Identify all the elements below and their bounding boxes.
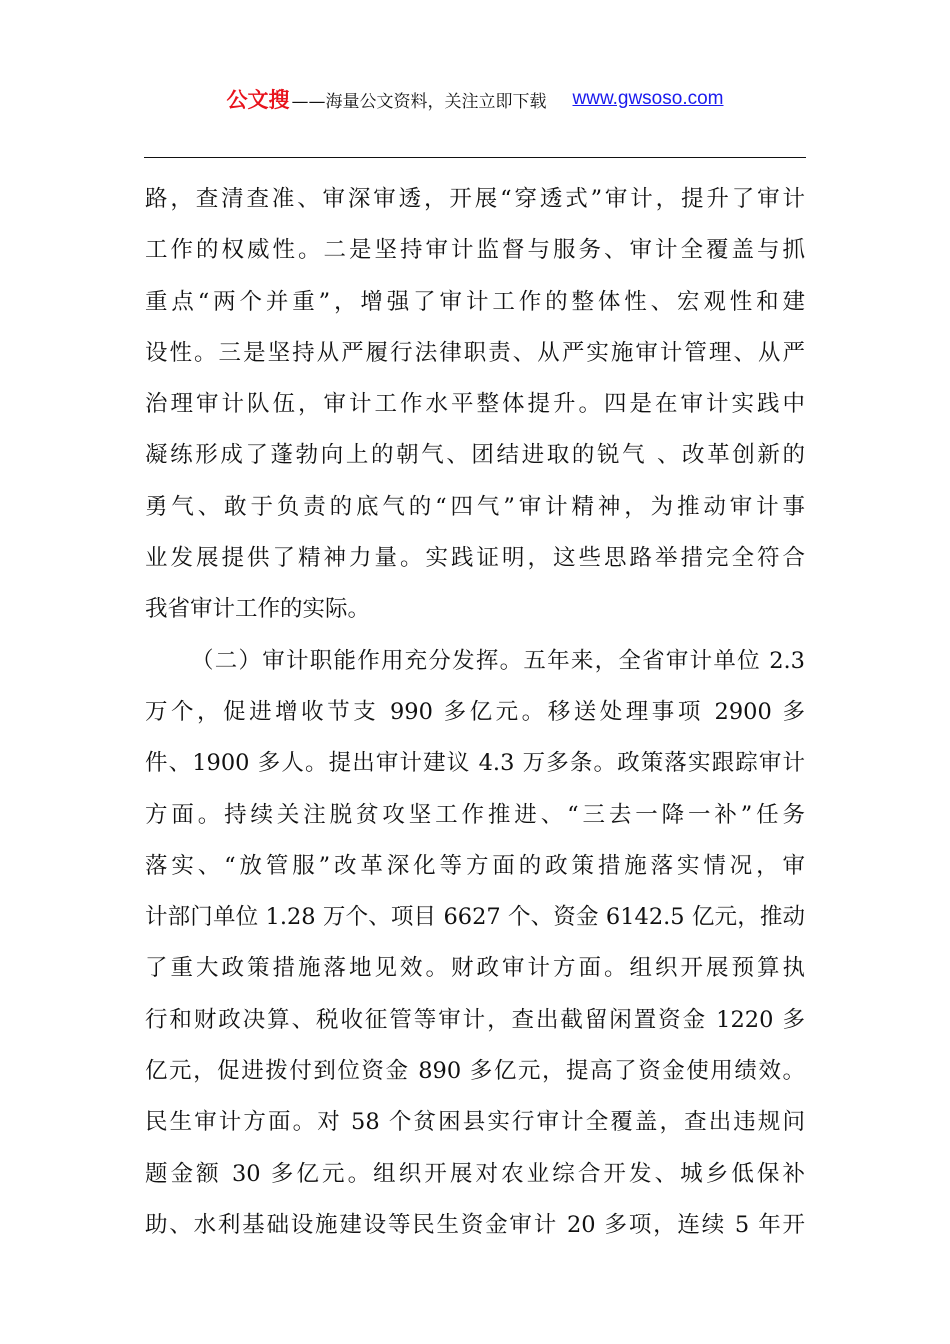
header-divider [144,157,806,158]
text-line: 亿元，促进拨付到位资金 890 多亿元，提高了资金使用绩效。 [145,1058,805,1085]
text-line: 计部门单位 1.28 万个、项目 6627 个、资金 6142.5 亿元，推动 [145,904,805,931]
text-line: 凝练形成了蓬勃向上的朝气、团结进取的锐气 、改革创新的 [145,442,805,469]
page-header [0,84,950,114]
text-line: 助、水利基础设施建设等民生资金审计 20 多项，连续 5 年开 [145,1211,805,1238]
text-line: 了重大政策措施落地见效。财政审计方面。组织开展预算执 [145,955,805,982]
text-line: 业发展提供了精神力量。实践证明，这些思路举措完全符合 [145,545,805,572]
text-line: 行和财政决算、税收征管等审计，查出截留闲置资金 1220 多 [145,1006,805,1033]
website-link[interactable]: www.gwsoso.com [572,88,724,109]
brand-logo-text: 公文搜 [226,88,290,112]
text-line: 治理审计队伍，审计工作水平整体提升。四是在审计实践中 [145,391,805,418]
text-line: 设性。三是坚持从严履行法律职责、从严实施审计管理、从严 [145,339,805,366]
text-line: 方面。持续关注脱贫攻坚工作推进、“三去一降一补”任务 [145,801,805,828]
document-body [145,174,805,1251]
text-line: 件、1900 多人。提出审计建议 4.3 万多条。政策落实跟踪审计 [145,750,805,777]
paragraph-end-line: 我省审计工作的实际。 [145,596,371,623]
text-line: 重点“两个并重”，增强了审计工作的整体性、宏观性和建 [145,288,805,315]
paragraph-heading-line: （二）审计职能作用充分发挥。五年来，全省审计单位 2.3 [191,647,805,674]
text-line: 题金额 30 多亿元。组织开展对农业综合开发、城乡低保补 [145,1160,805,1187]
text-line: 路，查清查准、审深审透，开展“穿透式”审计，提升了审计 [145,186,805,212]
text-line: 工作的权威性。二是坚持审计监督与服务、审计全覆盖与抓 [145,237,805,264]
text-line: 勇气、敢于负责的底气的“四气”审计精神，为推动审计事 [145,493,805,520]
text-line: 万个，促进增收节支 990 多亿元。移送处理事项 2900 多 [145,698,805,725]
text-line: 民生审计方面。对 58 个贫困县实行审计全覆盖，查出违规问 [145,1109,805,1136]
header-slogan: ——海量公文资料，关注立即下载 [291,91,547,112]
text-line: 落实、“放管服”改革深化等方面的政策措施落实情况，审 [145,852,805,879]
